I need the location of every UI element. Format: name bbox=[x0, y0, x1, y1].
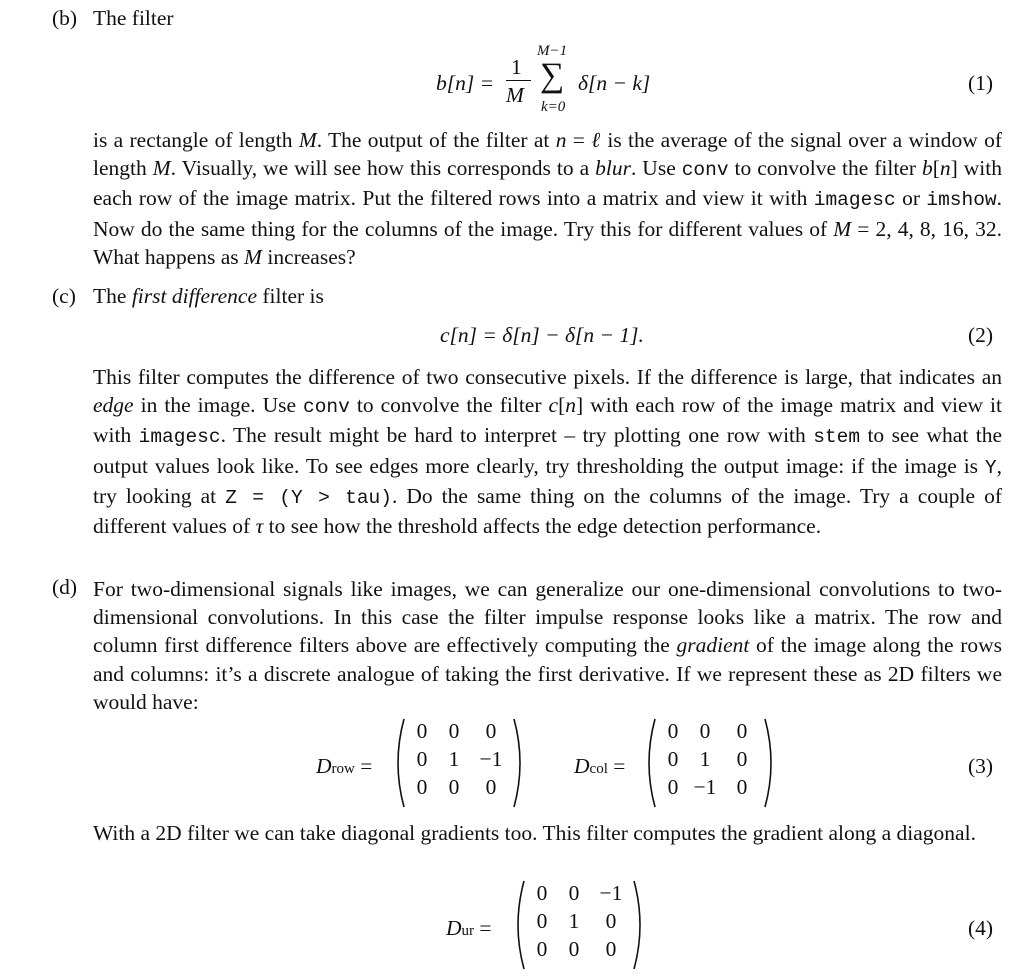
part-c-runs bbox=[93, 365, 1002, 538]
part-c-heading bbox=[93, 284, 324, 309]
part-d-runs bbox=[93, 577, 1002, 714]
emphasis-text: b bbox=[921, 156, 933, 181]
text-run: to convolve the filter bbox=[728, 156, 922, 181]
eq1-lhs: b[n] = bbox=[436, 71, 495, 95]
emphasis-text: n bbox=[939, 156, 951, 181]
emphasis-text: M bbox=[152, 156, 171, 181]
matrix-cell: 0 bbox=[448, 775, 460, 799]
eq2-body: c[n] = δ[n] − δ[n − 1]. bbox=[440, 323, 644, 347]
d-col-lhs bbox=[574, 754, 625, 779]
code-text: Z = (Y > tau) bbox=[225, 486, 392, 509]
left-parenthesis bbox=[398, 719, 404, 807]
d-row-sub: row bbox=[331, 761, 355, 777]
right-parenthesis bbox=[765, 719, 771, 807]
d-ur-eq: = bbox=[479, 916, 492, 940]
emphasis-text: M bbox=[244, 244, 262, 269]
d-col-matrix bbox=[645, 718, 775, 808]
text-run: or bbox=[895, 186, 927, 211]
emphasis-text: edge bbox=[93, 393, 134, 418]
part-c-heading-pre: The bbox=[93, 284, 132, 308]
matrix-cell: 0 bbox=[485, 775, 497, 799]
text-run: is the average of the signal over a window of length bbox=[93, 128, 1002, 181]
eq1-number: (1) bbox=[968, 71, 994, 95]
right-parenthesis bbox=[634, 881, 640, 969]
matrix-cell: 0 bbox=[536, 881, 548, 905]
eq3-number: (3) bbox=[968, 754, 994, 778]
d-col-sub: col bbox=[589, 761, 608, 777]
code-text: imshow bbox=[926, 189, 997, 212]
matrix-cell: 0 bbox=[568, 937, 580, 961]
text-run: This filter computes the difference of two consecutive pixels. If the difference is large, that indicates an bbox=[93, 365, 1002, 389]
eq1-sum-lower: k=0 bbox=[541, 99, 566, 115]
text-run: of the image along the rows and columns: it’s a discrete analogue of taking the first derivative. If we represent these as 2D filters we would have: bbox=[93, 633, 1003, 714]
left-parenthesis bbox=[518, 881, 524, 969]
matrix-cell: 0 bbox=[568, 881, 580, 905]
left-parenthesis bbox=[649, 719, 655, 807]
emphasis-text: gradient bbox=[676, 633, 750, 658]
text-run: = bbox=[566, 128, 592, 152]
text-run: to see how the threshold affects the edge detection performance. bbox=[263, 514, 822, 539]
d-ur-sub: ur bbox=[461, 923, 475, 939]
part-d-paragraph-2: With a 2D filter we can take diagonal gradients too. This filter computes the gradient along a diagonal. bbox=[93, 821, 976, 845]
matrix-cell: 1 bbox=[699, 747, 711, 771]
eq1-frac-den: M bbox=[506, 83, 524, 107]
text-run: to see what the output values look like. To see edges more clearly, try thresholding the output image: if the image is bbox=[93, 423, 1002, 478]
d-ur-symbol: D bbox=[446, 916, 462, 940]
emphasis-text: M bbox=[298, 128, 317, 152]
matrix-cell: 1 bbox=[568, 909, 580, 933]
emphasis-text: c bbox=[548, 393, 559, 418]
matrix-cell: 0 bbox=[605, 937, 617, 961]
text-run: . Use bbox=[630, 156, 682, 181]
code-text: imagesc bbox=[138, 426, 221, 449]
d-row-eq: = bbox=[360, 754, 373, 778]
emphasis-text: M bbox=[833, 216, 852, 241]
matrix-cell: 0 bbox=[448, 719, 460, 743]
text-run: . The output of the filter at bbox=[316, 128, 556, 152]
d-row-matrix bbox=[394, 718, 524, 808]
d-col-eq: = bbox=[613, 754, 626, 778]
text-run: , try looking at bbox=[93, 453, 1002, 508]
text-run: [ bbox=[558, 393, 566, 418]
d-row-lhs bbox=[316, 754, 372, 779]
text-run: is a rectangle of length bbox=[93, 128, 299, 152]
text-run: increases? bbox=[261, 244, 356, 269]
d-col-symbol: D bbox=[574, 754, 590, 778]
part-b-runs bbox=[93, 128, 1002, 269]
emphasis-text: τ bbox=[255, 514, 264, 539]
d-ur-lhs bbox=[446, 916, 492, 941]
emphasis-text: n bbox=[565, 393, 576, 418]
matrix-cell: 0 bbox=[536, 937, 548, 961]
text-run: . Now do the same thing for the columns of the image. Try this for different values of bbox=[93, 186, 1002, 241]
part-c-paragraph bbox=[93, 363, 1002, 540]
text-run: in the image. Use bbox=[133, 393, 304, 418]
code-text: imagesc bbox=[813, 189, 896, 212]
part-c-heading-em: first difference bbox=[131, 284, 258, 308]
eq2-number: (2) bbox=[968, 323, 994, 347]
text-run: For two-dimensional signals like images, we can generalize our one-dimensional convolutions to two-dimensional convolutions. In this case the filter impulse response looks like a matrix. The row and column first difference filters above are effectively computing the bbox=[93, 577, 1002, 658]
part-b-heading: The filter bbox=[93, 6, 174, 30]
part-b-label: (b) bbox=[52, 6, 78, 30]
code-text: conv bbox=[303, 396, 350, 419]
right-parenthesis bbox=[514, 719, 520, 807]
matrix-cell: 0 bbox=[416, 775, 428, 799]
part-c-label: (c) bbox=[52, 284, 76, 308]
matrix-cell: 0 bbox=[667, 719, 679, 743]
matrix-cell: 0 bbox=[536, 909, 548, 933]
matrix-cell: 1 bbox=[448, 747, 460, 771]
eq1-summand: δ[n − k] bbox=[578, 71, 651, 95]
part-d-paragraph bbox=[93, 575, 1002, 716]
matrix-cell: 0 bbox=[667, 747, 679, 771]
part-b-paragraph bbox=[93, 126, 1002, 271]
text-run: = 2, 4, 8, 16, 32. What happens as bbox=[93, 216, 1002, 269]
matrix-cell: 0 bbox=[485, 719, 497, 743]
text-run: . Do the same thing on the columns of the image. Try a couple of different values of bbox=[93, 483, 1002, 539]
emphasis-text: blur bbox=[595, 156, 631, 181]
text-run: [ bbox=[932, 156, 940, 181]
matrix-cell: 0 bbox=[699, 719, 711, 743]
matrix-cell: 0 bbox=[416, 719, 428, 743]
eq4-number: (4) bbox=[968, 916, 994, 940]
matrix-cell: 0 bbox=[736, 719, 748, 743]
text-run: ] with each row of the image matrix and view it with bbox=[93, 393, 1002, 448]
eq1-frac-num: 1 bbox=[511, 55, 522, 79]
matrix-cell: −1 bbox=[599, 881, 623, 905]
text-run: . Visually, we will see how this corresponds to a bbox=[170, 156, 596, 181]
matrix-cell: −1 bbox=[693, 775, 717, 799]
d-ur-matrix bbox=[514, 880, 644, 970]
code-text: stem bbox=[813, 426, 861, 449]
emphasis-text: n bbox=[555, 128, 567, 152]
matrix-cell: 0 bbox=[416, 747, 428, 771]
matrix-cell: −1 bbox=[479, 747, 503, 771]
code-text: conv bbox=[681, 159, 729, 182]
eq1-sum-symbol: ∑ bbox=[540, 57, 565, 94]
d-row-symbol: D bbox=[316, 754, 332, 778]
text-run: ] with each row of the image matrix. Put the filtered rows into a matrix and view it with bbox=[93, 156, 1002, 211]
matrix-cell: 0 bbox=[736, 775, 748, 799]
eq1-sum-upper: M−1 bbox=[537, 43, 568, 59]
code-text: Y bbox=[984, 456, 997, 479]
part-d-label: (d) bbox=[52, 575, 78, 599]
emphasis-text: ℓ bbox=[591, 128, 602, 152]
matrix-cell: 0 bbox=[736, 747, 748, 771]
eq1-frac-bar bbox=[506, 80, 531, 81]
matrix-cell: 0 bbox=[667, 775, 679, 799]
text-run: to convolve the filter bbox=[349, 393, 549, 418]
part-c-heading-post: filter is bbox=[257, 284, 324, 308]
matrix-cell: 0 bbox=[605, 909, 617, 933]
text-run: . The result might be hard to interpret – try plotting one row with bbox=[220, 423, 814, 448]
